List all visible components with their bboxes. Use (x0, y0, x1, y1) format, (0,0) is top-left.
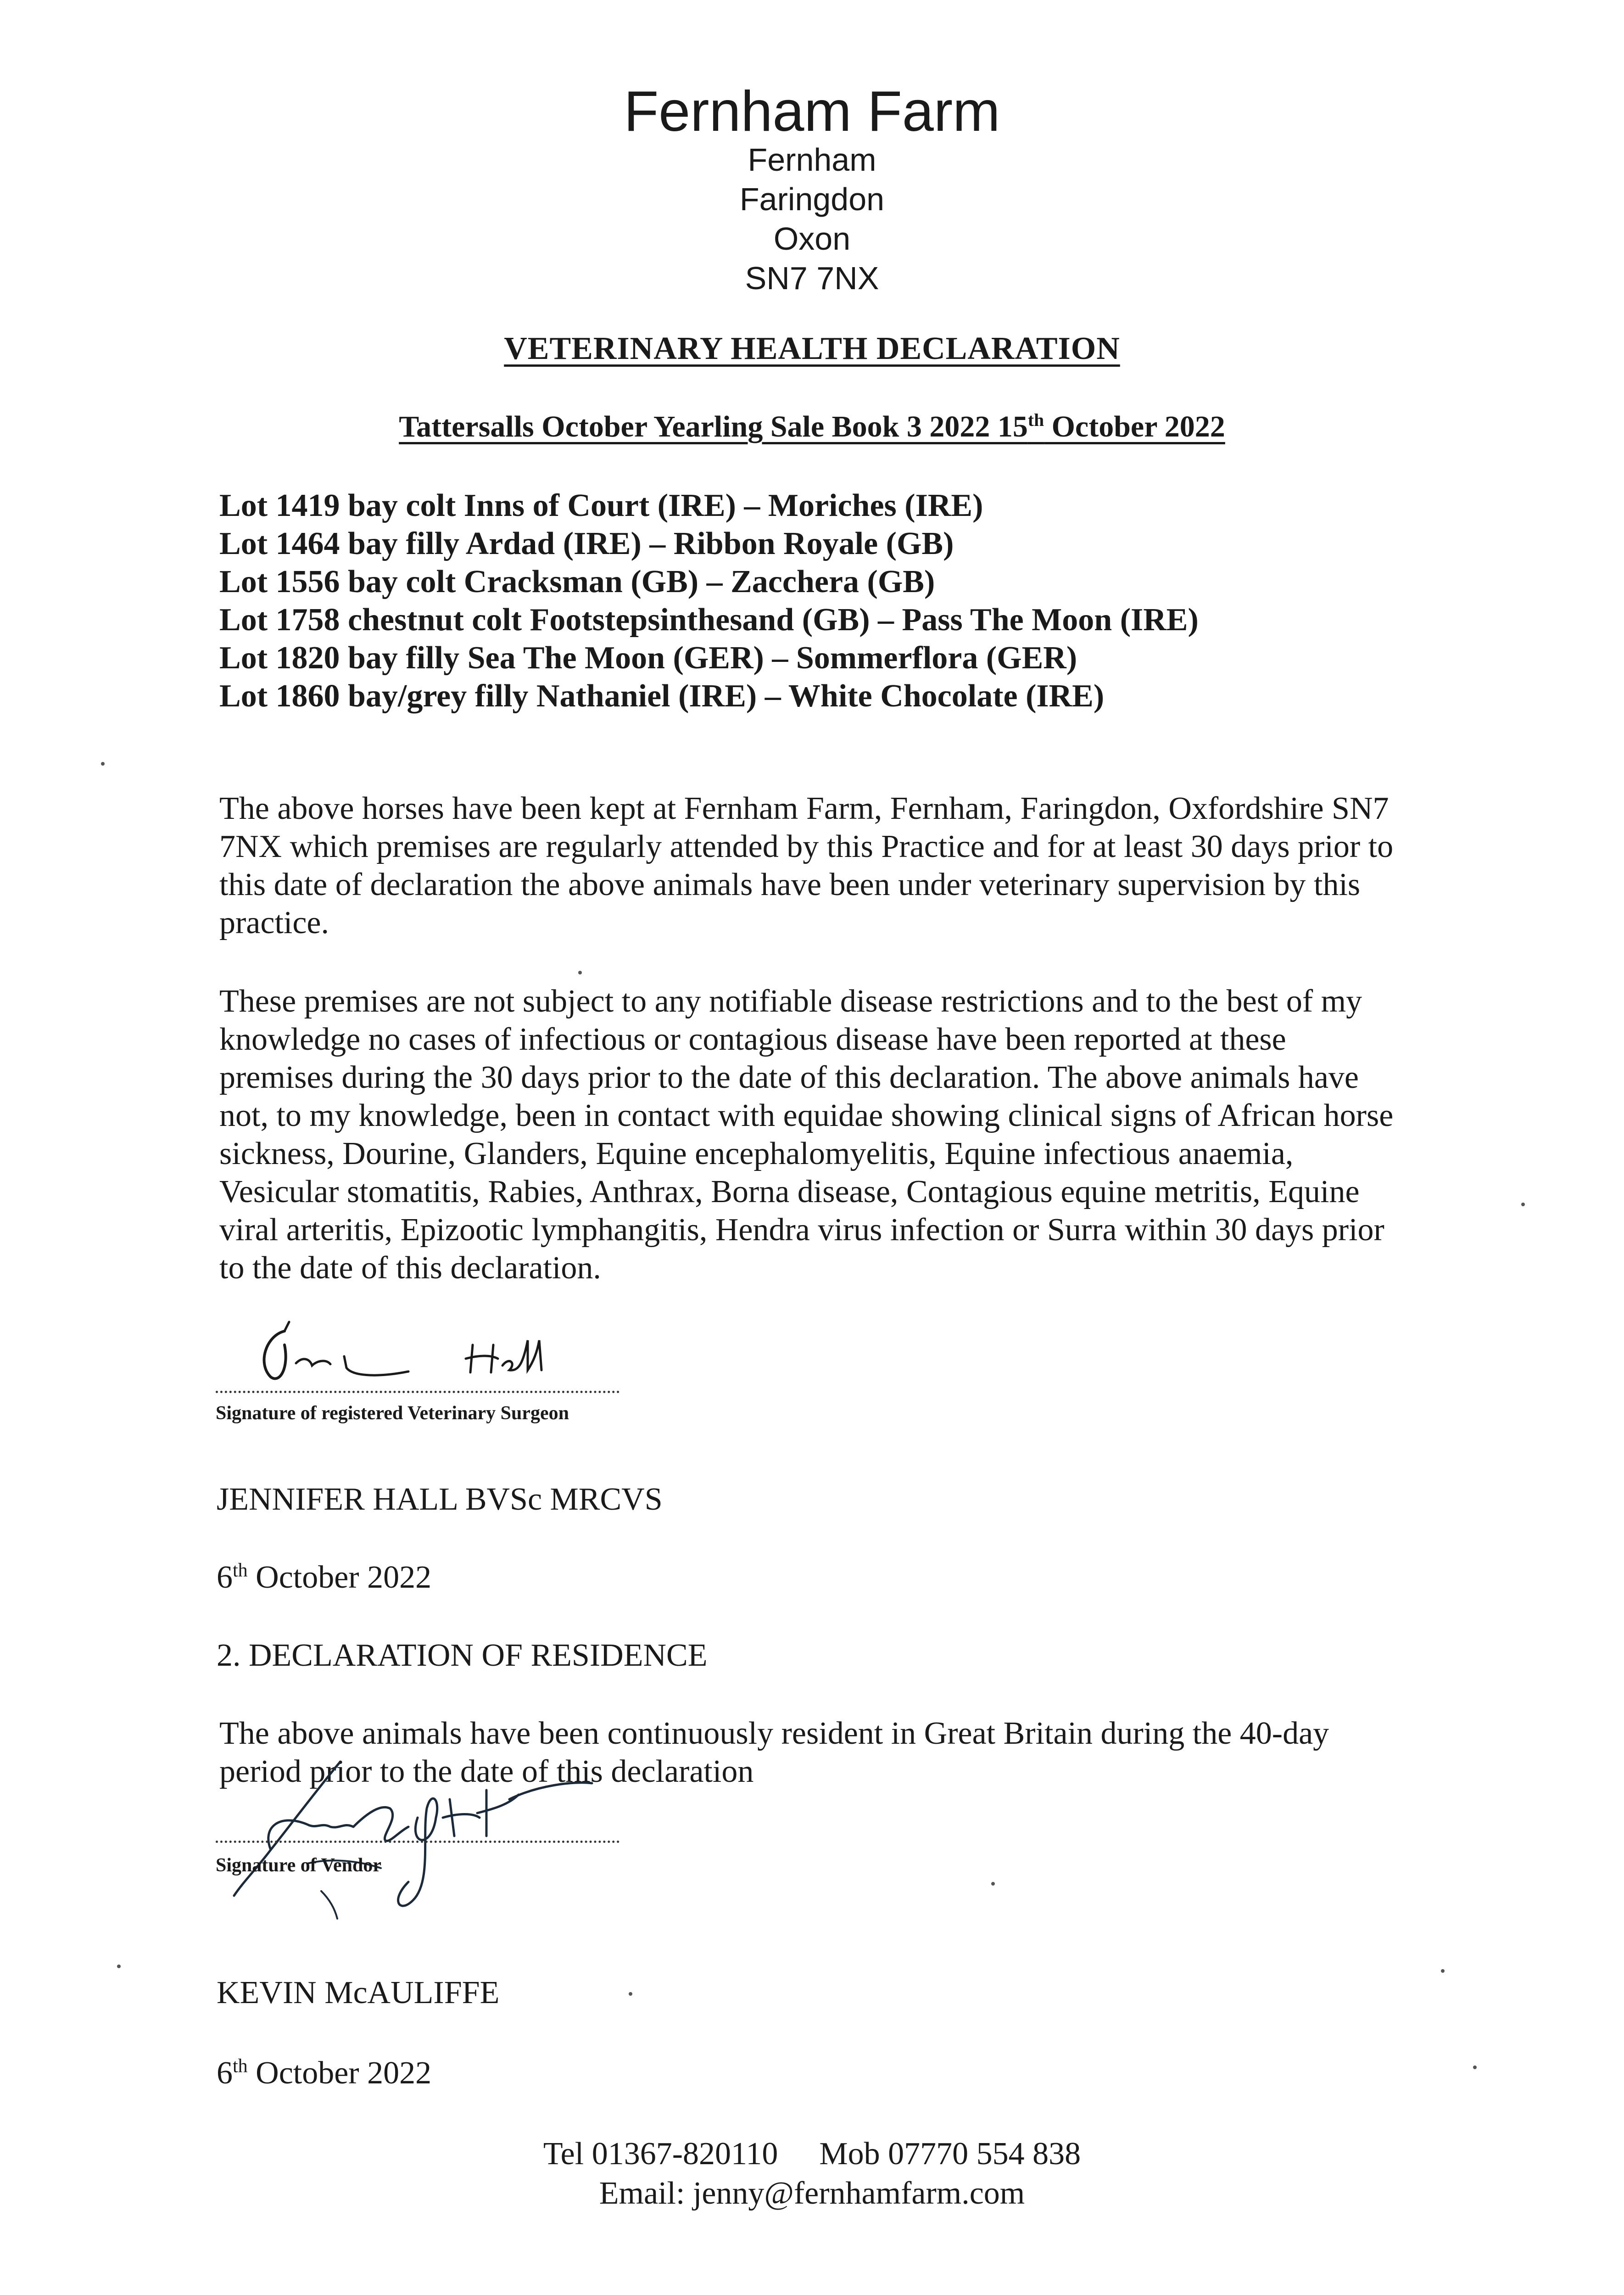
sale-title (0, 409, 1624, 444)
address-line: Oxon (773, 221, 851, 257)
farm-name: Fernham Farm (624, 80, 1000, 143)
footer-phone (0, 2134, 1624, 2174)
address-line: SN7 7NX (745, 260, 879, 296)
vet-date-suffix: th (233, 1560, 248, 1581)
scan-speck (1521, 1203, 1525, 1206)
lot-item: Lot 1556 bay colt Cracksman (GB) – Zacchera (GB) (219, 564, 935, 599)
vendor-date-suffix: th (233, 2055, 248, 2077)
lot-item: Lot 1464 bay filly Ardad (IRE) – Ribbon Royale (GB) (219, 526, 954, 561)
scan-speck (578, 971, 582, 974)
vendor-signature-image (216, 1744, 619, 1923)
footer-email: Email: jenny@fernhamfarm.com (599, 2176, 1025, 2211)
vet-name: JENNIFER HALL BVSc MRCVS (217, 1482, 663, 1517)
scan-speck (101, 762, 105, 766)
scan-speck (629, 1992, 632, 1996)
vendor-signature-caption: Signature of Vendor (216, 1855, 381, 1876)
footer-mob: Mob 07770 554 838 (819, 2136, 1081, 2172)
lot-item: Lot 1758 chestnut colt Footstepsinthesand (GB) – Pass The Moon (IRE) (219, 602, 1199, 638)
sale-title-prefix: Tattersalls October Yearling Sale Book 3 2022 15 (399, 410, 1028, 443)
address-line: Faringdon (739, 181, 885, 217)
vet-signature-image (216, 1313, 619, 1391)
lot-item: Lot 1860 bay/grey filly Nathaniel (IRE) – White Chocolate (IRE) (219, 678, 1105, 714)
residence-heading: 2. DECLARATION OF RESIDENCE (217, 1638, 708, 1673)
scan-speck (1441, 1969, 1445, 1973)
scan-speck (991, 1882, 995, 1886)
residence-paragraph: The above animals have been continuously resident in Great Britain during the 40-day period prior to the date of this declaration (219, 1716, 1329, 1789)
disease-paragraph: These premises are not subject to any notifiable disease restrictions and to the best of my knowledge no cases of infectious or contagious disease have been reported at these premises during the 30 days prior to the date of this declaration. The above animals have not, to my knowledge, been in contact with equidae showing clinical signs of African horse sickness, Dourine, Glanders, Equine encephalomyelitis, Equine infectious anaemia, Vesicular stomatitis, Rabies, Anthrax, Borna disease, Contagious equine metritis, Equine viral arteritis, Epizootic lymphangitis, Hendra virus infection or Surra within 30 days prior to the date of this declaration. (219, 984, 1394, 1286)
vet-date (217, 1558, 431, 1596)
vendor-date (217, 2054, 431, 2092)
lot-list (219, 487, 1199, 715)
address-line: Fernham (748, 142, 876, 178)
vendor-date-day: 6 (217, 2055, 233, 2091)
vet-date-day: 6 (217, 1560, 233, 1595)
vendor-signature-line (216, 1841, 619, 1843)
lot-item: Lot 1419 bay colt Inns of Court (IRE) – Moriches (IRE) (219, 488, 983, 523)
vendor-signature-block (216, 1744, 619, 1923)
vet-signature-block (216, 1313, 619, 1424)
sale-title-month: October 2022 (1044, 410, 1225, 443)
vendor-name: KEVIN McAULIFFE (217, 1975, 500, 2010)
vet-signature-caption: Signature of registered Veterinary Surgeon (216, 1403, 569, 1424)
vet-date-rest: October 2022 (247, 1560, 432, 1595)
supervision-paragraph: The above horses have been kept at Fernham Farm, Fernham, Faringdon, Oxfordshire SN7 7NX which premises are regularly attended by this Practice and for at least 30 days prior to this date of declaration the above animals have been under veterinary supervision by this practice. (219, 791, 1394, 940)
lot-item: Lot 1820 bay filly Sea The Moon (GER) – Sommerflora (GER) (219, 640, 1077, 676)
vendor-date-rest: October 2022 (247, 2055, 432, 2091)
sale-title-suffix: th (1027, 410, 1044, 430)
vet-signature-line (216, 1391, 619, 1393)
document-title: VETERINARY HEALTH DECLARATION (504, 331, 1120, 366)
scan-speck (117, 1965, 121, 1968)
footer-tel: Tel 01367-820110 (543, 2136, 778, 2172)
scan-speck (1473, 2066, 1477, 2069)
